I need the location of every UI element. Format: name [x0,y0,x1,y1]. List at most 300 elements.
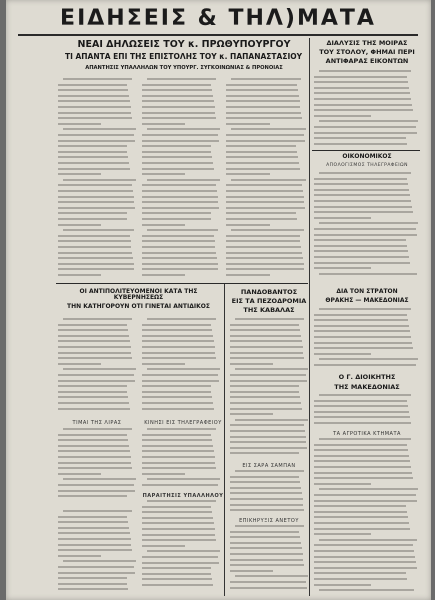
text-line [230,553,303,555]
text-line [230,413,273,415]
text-line [142,335,213,337]
text-line [230,547,302,549]
text-line [226,106,300,108]
text-line [230,340,302,342]
text-line [58,532,130,534]
text-line [314,143,407,145]
text-line [314,578,407,580]
accounts-column [314,172,418,280]
estates-column [314,438,418,594]
text-line [319,273,417,275]
text-line [226,196,304,198]
text-line [142,257,217,259]
kavala-headline-1: ΠΑΝΔΟΒΑΝΤΟΣ [240,288,298,296]
text-line [58,145,127,147]
text-line [314,256,409,258]
text-line [230,509,304,511]
text-line [58,484,134,486]
champagne-subhead: ΕΙΣ ΣΑΡΑ ΣΑΜΠΑΝ [242,463,296,469]
text-line [142,324,211,326]
text-line [231,78,301,80]
text-line [58,162,129,164]
text-line [58,95,129,97]
text-line [142,268,218,270]
text-line [226,162,299,164]
text-line [230,374,306,376]
text-line [230,536,300,538]
text-line [142,450,214,452]
text-line [58,89,128,91]
text-line [314,314,407,316]
text-line [142,517,213,519]
text-line [142,556,218,558]
text-line [314,561,416,563]
text-line [147,78,216,80]
text-line [230,436,306,438]
text-line [226,201,304,203]
text-line [314,319,408,321]
text-line [319,172,411,174]
text-line [314,217,371,219]
text-line [58,235,130,237]
text-line [142,357,216,359]
text-line [226,151,297,153]
text-line [58,190,133,192]
proclamation-column [230,525,308,593]
text-line [235,525,304,527]
lead-headline-1: ΝΕΑΙ ΔΗΛΩΣΕΙΣ ΤΟΥ κ. ΠΡΩΘΥΠΟΥΡΓΟΥ [77,39,291,50]
accounts-subheadline: ΑΠΟΛΟΓΙΣΜΟΣ ΤΗΛΕΓΡΑΦΕΙΩΝ [326,163,408,168]
text-line [230,581,306,583]
text-line [142,156,212,158]
text-line [235,318,304,320]
text-line [58,549,132,551]
text-line [314,194,410,196]
text-line [314,92,410,94]
text-line [230,487,301,489]
text-line [58,357,132,359]
text-line [142,263,218,265]
text-line [142,201,218,203]
text-line [58,156,128,158]
text-line [226,252,302,254]
text-line [314,449,408,451]
text-line [235,368,308,370]
text-line [58,117,132,119]
text-line [142,95,213,97]
text-line [230,352,303,354]
text-line [142,439,212,441]
text-line [314,137,406,139]
army-column [314,308,418,370]
text-line [314,477,413,479]
text-line [230,441,306,443]
text-line [314,556,415,558]
text-line [58,527,129,529]
text-line [58,168,130,170]
text-line [230,504,303,506]
text-line [230,492,302,494]
text-line [142,363,185,365]
text-line [142,473,185,475]
text-line [231,229,304,231]
lead-column-1 [58,78,136,278]
text-line [314,115,371,117]
text-line [63,560,136,562]
text-line [314,206,412,208]
text-line [226,246,301,248]
text-line [226,218,297,220]
army-headline-2: ΘΡΑΚΗΣ — ΜΑΚΕΔΟΝΙΑΣ [325,297,409,304]
text-line [319,488,418,490]
text-line [314,584,371,586]
text-line [226,117,302,119]
text-line [314,472,412,474]
text-line [314,460,410,462]
text-line [58,329,128,331]
text-line [142,396,212,398]
lead-column-3 [226,78,306,278]
text-line [142,522,214,524]
text-line [319,222,418,224]
text-line [314,325,409,327]
text-line [314,550,414,552]
text-line [230,380,307,382]
text-line [58,555,101,557]
text-line [147,128,220,130]
text-line [230,498,303,500]
text-line [58,324,127,326]
fleet-end-rule [312,150,420,151]
text-line [230,346,303,348]
text-line [314,522,409,524]
text-line [63,128,136,130]
text-line [58,335,129,337]
text-line [231,179,306,181]
text-line [314,178,407,180]
text-line [314,511,407,513]
text-line [314,267,371,269]
resignation-column [142,500,220,592]
column-divider [224,284,225,596]
text-line [58,112,131,114]
text-line [58,257,133,259]
opposition-column-2 [142,318,220,416]
text-line [319,70,411,72]
governor-column [314,394,418,428]
text-line [230,329,300,331]
text-line [314,239,406,241]
text-line [314,104,412,106]
text-line [235,575,308,577]
text-line [147,318,216,320]
text-line [58,439,128,441]
text-line [142,408,214,410]
text-line [230,396,300,398]
text-line [230,476,299,478]
text-line [58,184,132,186]
text-line [63,78,132,80]
text-line [142,462,215,464]
text-line [142,545,185,547]
text-line [58,391,127,393]
text-line [314,483,371,485]
text-line [226,95,299,97]
text-line [314,228,416,230]
text-line [58,583,127,585]
text-line [230,402,301,404]
text-line [314,455,409,457]
text-line [58,100,130,102]
text-line [142,224,185,226]
text-line [314,364,416,366]
text-line [230,363,273,365]
lead-headline-2: ΤΙ ΑΠΑΝΤΑ ΕΠΙ ΤΗΣ ΕΠΙΣΤΟΛΗΣ ΤΟΥ κ. ΠΑΠΑΝΑΣΤΑΣΙΟΥ [64,52,303,61]
text-line [142,391,211,393]
text-line [230,385,299,387]
text-line [230,335,301,337]
text-line [142,506,211,508]
text-line [230,408,302,410]
text-line [142,246,215,248]
text-line [226,123,270,125]
text-line [142,484,218,486]
text-line [58,274,101,276]
text-line [226,212,296,214]
text-line [142,162,213,164]
text-line [142,184,216,186]
text-line [58,151,127,153]
text-line [142,212,211,214]
text-line [314,262,410,264]
text-line [142,467,216,469]
text-line [58,588,128,590]
text-line [142,151,211,153]
text-line [147,500,216,502]
text-line [58,544,131,546]
lead-headline-3: ΑΠΑΝΤΗΣΙΣ ΥΠΑΛΛΗΛΩΝ ΤΟΥ ΥΠΟΥΡΓ. ΣΥΓΚΟΙΝΩΝΙΑΣ & ΠΡΟΝΟΙΑΣ [85,65,283,71]
text-line [63,478,136,480]
text-line [226,257,303,259]
text-line [142,539,216,541]
misc-column [58,510,136,592]
text-line [142,145,211,147]
text-line [226,156,298,158]
text-line [63,510,132,512]
text-line [142,352,215,354]
text-line [58,340,130,342]
army-headline-1: ΔΙΑ ΤΟΝ ΣΤΡΑΤΟΝ [336,288,398,295]
text-line [58,490,135,492]
text-line [58,352,131,354]
text-line [58,173,101,175]
text-line [142,329,212,331]
text-line [314,544,413,546]
text-line [230,559,303,561]
accounts-headline: ΟΙΚΟΝΟΜΙΚΟΣ [342,153,392,160]
text-line [58,577,127,579]
masthead: ΕΙΔΗΣΕΙΣ & ΤΗΛ)ΜΑΤΑ [60,6,376,31]
text-line [58,456,131,458]
fleet-headline-1: ΔΙΑΛΥΣΙΣ ΤΗΣ ΜΟΙΡΑΣ [326,39,408,47]
text-line [142,402,213,404]
text-line [226,224,270,226]
text-line [314,411,409,413]
text-line [142,252,216,254]
text-line [142,340,214,342]
section-rule [56,283,308,284]
text-line [58,246,131,248]
text-line [142,173,185,175]
text-line [58,84,127,86]
text-line [314,126,416,128]
text-line [58,473,101,475]
text-line [58,263,134,265]
text-line [58,240,131,242]
text-line [230,587,307,589]
text-line [58,385,127,387]
text-line [142,567,211,569]
text-line [230,447,307,449]
text-line [314,416,410,418]
text-line [226,134,304,136]
text-line [319,589,414,591]
text-line [58,445,129,447]
text-line [147,550,220,552]
text-line [142,434,211,436]
text-line [314,189,409,191]
text-line [314,76,407,78]
text-line [58,408,130,410]
text-line [58,207,135,209]
text-line [226,168,300,170]
text-line [319,358,418,360]
text-line [314,400,407,402]
text-line [142,240,215,242]
text-line [142,123,185,125]
text-line [63,179,136,181]
text-line [58,363,101,365]
text-line [142,562,219,564]
text-line [58,123,101,125]
column-divider [309,38,310,288]
text-line [314,405,408,407]
text-line [58,572,135,574]
text-line [314,109,413,111]
text-line [142,196,218,198]
text-line [226,84,297,86]
text-line [142,578,212,580]
text-line [314,81,408,83]
text-line [58,218,127,220]
text-line [147,229,218,231]
text-line [142,584,213,586]
text-line [230,424,304,426]
text-line [142,100,214,102]
text-line [226,145,296,147]
text-line [235,470,304,472]
text-line [314,466,411,468]
text-line [142,190,217,192]
text-line [147,179,220,181]
governor-headline-1: Ο Γ. ΔΙΟΙΚΗΤΗΣ [338,373,396,381]
text-line [314,330,410,332]
text-line [230,481,300,483]
text-line [58,268,134,270]
text-line [58,212,127,214]
text-line [314,87,409,89]
text-line [142,84,211,86]
text-line [58,201,134,203]
text-line [230,391,299,393]
text-line [230,542,301,544]
text-line [142,573,211,575]
opposition-headline-1: ΟΙ ΑΝΤΙΠΟΛΙΤΕΥΟΜΕΝΟΙ ΚΑΤΑ ΤΗΣ ΚΥΒΕΡΝΗΣΕΩΣ [79,288,198,302]
text-line [58,462,131,464]
lira-prices-column [58,428,136,503]
text-line [58,516,127,518]
text-line [142,140,219,142]
text-line [58,134,134,136]
opposition-column-1 [58,318,136,416]
text-line [226,274,270,276]
text-line [231,128,306,130]
text-line [319,438,411,440]
text-line [58,521,128,523]
text-line [58,538,131,540]
text-line [58,402,129,404]
text-line [58,106,131,108]
text-line [314,516,408,518]
text-line [319,120,418,122]
fleet-headline-2: ΤΟΥ ΣΤΟΛΟΥ, ΦΗΜΑΙ ΠΕΡΙ [319,48,415,56]
kavala-headline-3: ΤΗΣ ΚΑΒΑΛΑΣ [243,306,295,314]
text-line [58,380,135,382]
text-line [230,564,304,566]
text-line [226,173,270,175]
text-line [226,190,303,192]
governor-headline-2: ΤΗΣ ΜΑΚΕΔΟΝΙΑΣ [334,383,400,391]
text-line [58,252,132,254]
lead-column-2 [142,78,220,278]
text-line [142,346,215,348]
estates-subhead: ΤΑ ΑΓΡΟΤΙΚΑ ΚΤΗΜΑΤΑ [333,431,401,437]
lira-prices-subhead: ΤΙΜΑΙ ΤΗΣ ΛΙΡΑΣ [72,420,122,426]
text-line [58,346,131,348]
text-line [226,263,304,265]
text-line [314,528,410,530]
text-line [314,353,371,355]
fleet-column [314,70,418,148]
text-line [314,342,412,344]
telegraph-column [142,428,220,490]
text-line [142,168,214,170]
text-line [58,196,134,198]
text-line [142,380,219,382]
champagne-column [230,470,308,514]
text-line [147,368,220,370]
text-line [63,368,136,370]
text-line [226,184,302,186]
text-line [58,467,132,469]
text-line [319,308,411,310]
text-line [142,112,215,114]
text-line [142,89,212,91]
text-line [314,347,413,349]
text-line [314,336,411,338]
text-line [142,207,219,209]
text-line [142,235,214,237]
